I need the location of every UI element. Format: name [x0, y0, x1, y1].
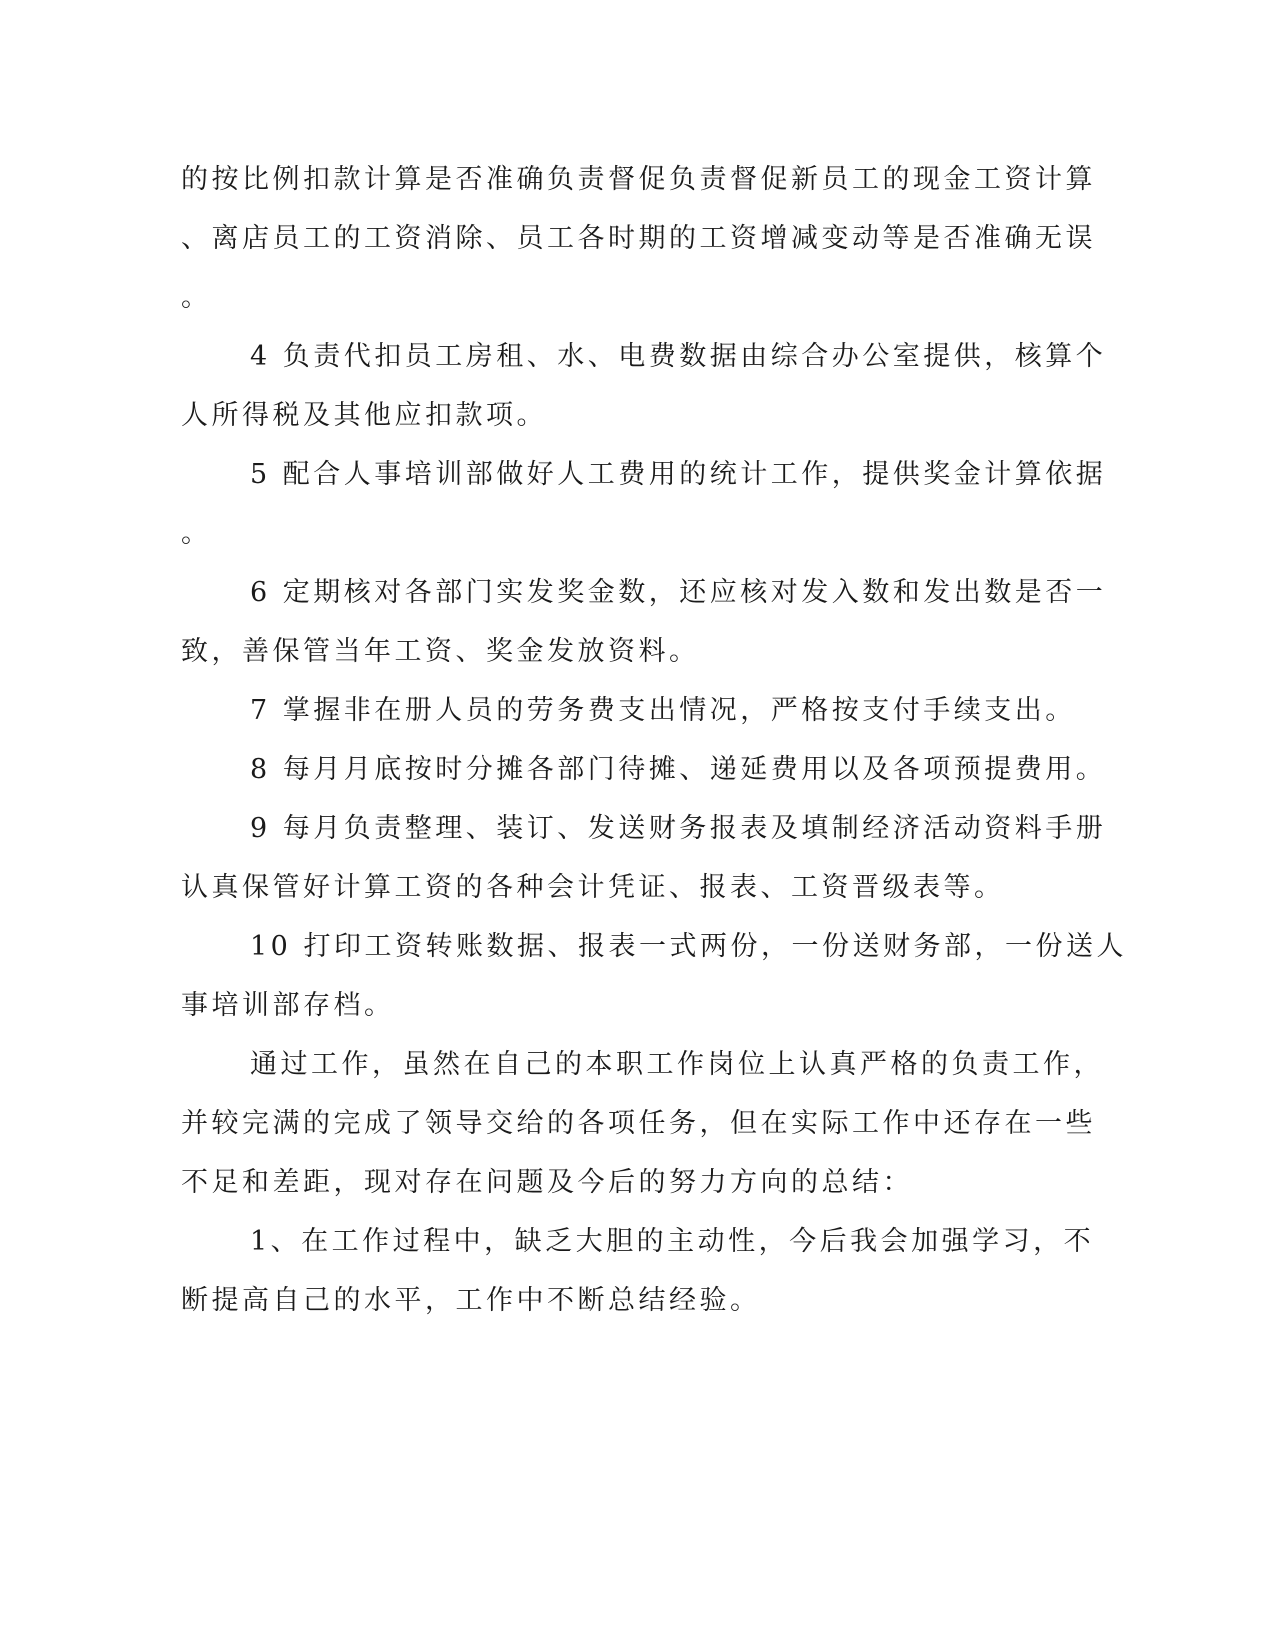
summary-paragraph-line-1: 通过工作，虽然在自己的本职工作岗位上认真严格的负责工作， [250, 1049, 1104, 1080]
text-line: 的按比例扣款计算是否准确负责督促负责督促新员工的现金工资计算 [181, 164, 1096, 195]
paragraph-5-line-2: 。 [181, 518, 212, 549]
paragraph-8: 8 每月月底按时分摊各部门待摊、递延费用以及各项预提费用。 [250, 754, 1107, 785]
issue-1-line-1: 1、在工作过程中，缺乏大胆的主动性，今后我会加强学习，不 [250, 1226, 1095, 1257]
paragraph-7: 7 掌握非在册人员的劳务费支出情况，严格按支付手续支出。 [250, 695, 1076, 726]
text-line: 。 [181, 282, 212, 313]
paragraph-4-line-2: 人所得税及其他应扣款项。 [181, 400, 547, 431]
summary-paragraph-line-2: 并较完满的完成了领导交给的各项任务，但在实际工作中还存在一些 [181, 1108, 1096, 1139]
issue-1-line-2: 断提高自己的水平，工作中不断总结经验。 [181, 1285, 761, 1316]
paragraph-6-line-2: 致，善保管当年工资、奖金发放资料。 [181, 636, 700, 667]
text-line: 、离店员工的工资消除、员工各时期的工资增减变动等是否准确无误 [181, 223, 1096, 254]
paragraph-4-line-1: 4 负责代扣员工房租、水、电费数据由综合办公室提供，核算个 [250, 341, 1107, 372]
summary-paragraph-line-3: 不足和差距，现对存在问题及今后的努力方向的总结： [181, 1167, 913, 1198]
paragraph-6-line-1: 6 定期核对各部门实发奖金数，还应核对发入数和发出数是否一 [250, 577, 1107, 608]
paragraph-9-line-2: 认真保管好计算工资的各种会计凭证、报表、工资晋级表等。 [181, 872, 1005, 903]
paragraph-10-line-1: 10 打印工资转账数据、报表一式两份，一份送财务部，一份送人 [250, 931, 1127, 962]
paragraph-5-line-1: 5 配合人事培训部做好人工费用的统计工作，提供奖金计算依据 [250, 459, 1107, 490]
paragraph-9-line-1: 9 每月负责整理、装订、发送财务报表及填制经济活动资料手册 [250, 813, 1107, 844]
paragraph-10-line-2: 事培训部存档。 [181, 990, 395, 1021]
